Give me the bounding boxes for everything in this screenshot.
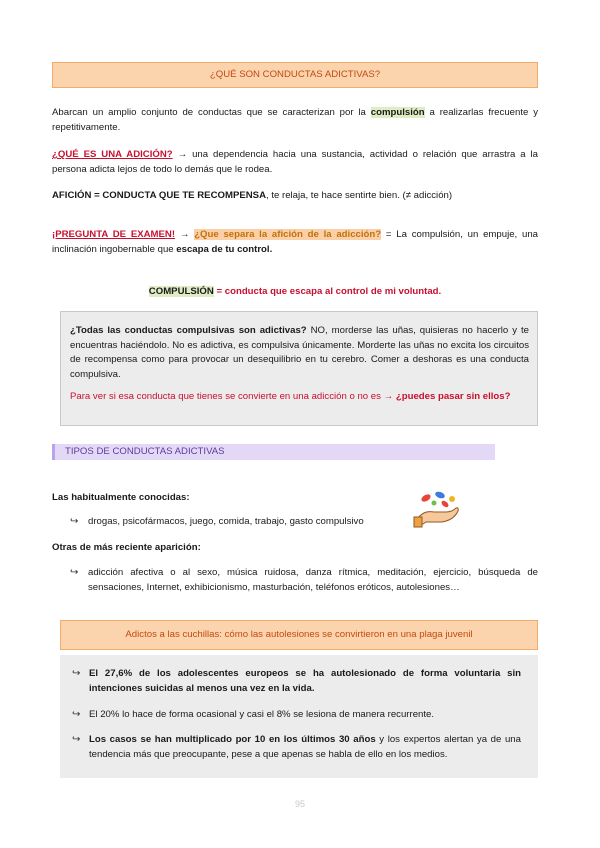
arrow-icon: ↪ [70, 567, 79, 578]
arrow-icon: ↪ [72, 709, 81, 720]
stat-item: El 27,6% de los adolescentes europeos se ha autolesionado de forma voluntaria sin intenciones suicidas al menos una vez en la vida. [89, 668, 521, 694]
stat-item: El 20% lo hace de forma ocasional y casi el 8% se lesiona de manera recurrente. [89, 709, 435, 720]
page-number: 95 [294, 799, 305, 809]
exam-label: ¡PREGUNTA DE EXAMEN! [52, 229, 176, 240]
arrow-icon: ↪ [72, 734, 81, 745]
compulsion-definition: COMPULSIÓN = conducta que escapa al control de mi voluntad. [148, 286, 442, 297]
adiccion-definition: ¿QUÉ ES UNA ADICIÓN? → una dependencia hacia una sustancia, actividad o relación que arrastra a la persona adicta lejos de todo lo demás que le rodea. [52, 149, 538, 175]
intro-paragraph: Abarcan un amplio conjunto de conductas que se caracterizan por la compulsión a realizarlas frecuente y repetitivamente. [52, 107, 539, 133]
recent-label: Otras de más reciente aparición: [52, 542, 201, 553]
known-items: drogas, psicofármacos, juego, comida, trabajo, gasto compulsivo [88, 516, 364, 527]
exam-question: ¡PREGUNTA DE EXAMEN! → ¿Que separa la afición de la adicción? = La compulsión, un empuje, una inclinación ingobernable que escapa de tu control. [52, 229, 538, 255]
compulsive-question-paragraph: ¿Todas las conductas compulsivas son adictivas? NO, morderse las uñas, quisieras no hacerlo y te encuentras haciéndolo. No es adictiva, es compulsiva únicamente. Morderte las uñas no excita los circuitos de recompensa como para provocar un desequilibrio en tu cerebro. Comer a deshoras es una conducta compulsiva. [70, 325, 529, 380]
recent-items: adicción afectiva o al sexo, música ruidosa, danza rítmica, meditación, ejercicio, búsqueda de sensaciones, Internet, exhibicionismo, masturbación, teléfonos eróticos, autolesiones… [88, 567, 538, 593]
types-heading: TIPOS DE CONDUCTAS ADICTIVAS [52, 444, 495, 460]
arrow-icon: ↪ [70, 516, 79, 527]
exam-question-highlight: ¿Que separa la afición de la adicción? [194, 229, 382, 240]
article-title-box [60, 620, 538, 650]
aficion-definition: AFICIÓN = CONDUCTA QUE TE RECOMPENSA, te relaja, te hace sentirte bien. (≠ adicción) [52, 190, 453, 201]
compulsion-highlight: compulsión [370, 107, 425, 118]
section-title: ¿QUÉ SON CONDUCTAS ADICTIVAS? [209, 69, 381, 80]
addiction-tip: Para ver si esa conducta que tienes se convierte en una adicción o no es → ¿puedes pasar sin ellos? [70, 391, 511, 402]
section-title-banner [52, 62, 538, 88]
article-title: Adictos a las cuchillas: cómo las autolesiones se convirtieron en una plaga juvenil [125, 629, 473, 640]
known-label: Las habitualmente conocidas: [52, 492, 190, 503]
arrow-icon: ↪ [72, 668, 81, 679]
compulsive-vs-addictive-box [60, 311, 538, 426]
adiccion-label: ¿QUÉ ES UNA ADICIÓN? [52, 149, 173, 160]
stat-item: Los casos se han multiplicado por 10 en los últimos 30 años y los expertos alertan ya de una tendencia más que preocupante, pese a que apenas se habla de ello en los medios. [89, 734, 521, 760]
